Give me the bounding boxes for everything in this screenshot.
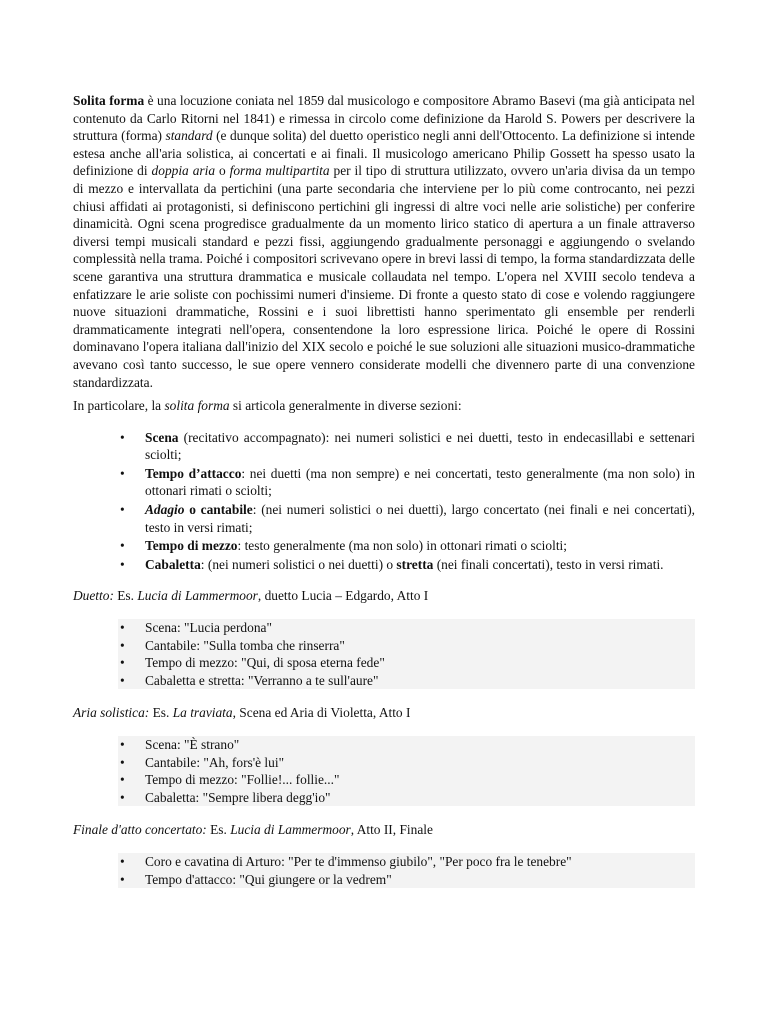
example-list-finale <box>118 853 695 888</box>
section-item-tempo-attacco <box>145 465 695 500</box>
example-heading-finale <box>73 821 695 839</box>
lead-solita-forma: solita forma <box>164 398 230 414</box>
example-work: Lucia di Lammermoor <box>230 822 351 838</box>
section-item-cabaletta <box>145 556 695 574</box>
section-item-scena <box>145 429 695 464</box>
term-doppia-aria: doppia aria <box>151 163 216 179</box>
section-desc-2: (nei finali concertati), testo in versi rimati. <box>433 556 664 572</box>
section-name-italic: Adagio <box>145 502 185 518</box>
intro-text-3: o <box>215 163 230 179</box>
intro-text-1: è una locuzione coniata nel 1859 dal musicologo e compositore Abramo Basevi (ma già anticipata nel contenuto da Carlo Ritorni nel 1841) e rimessa in circolo come definizione da Harold S. Powers per descrivere la struttura (forma) <box>73 93 695 144</box>
example-es: Es. <box>113 588 138 604</box>
list-item: • Scena: "Lucia perdona" <box>145 619 695 637</box>
section-name: o cantabile <box>184 502 253 518</box>
list-item: • Coro e cavatina di Arturo: "Per te d'immenso giubilo", "Per poco fra le tenebre" <box>145 853 695 871</box>
term-forma-multipartita: forma multipartita <box>229 163 330 179</box>
example-label: Duetto: <box>73 588 114 604</box>
list-item: • Tempo di mezzo: "Follie!... follie..." <box>145 771 695 789</box>
example-detail: , Atto II, Finale <box>350 822 433 838</box>
list-item: • Cantabile: "Ah, fors'è lui" <box>145 754 695 772</box>
example-label: Finale d'atto concertato: <box>73 822 207 838</box>
example-detail: , Scena ed Aria di Violetta, Atto I <box>232 705 411 721</box>
example-es: Es. <box>206 822 231 838</box>
section-name: Tempo d’attacco <box>145 465 242 481</box>
section-name: Scena <box>145 429 179 445</box>
term-standard: standard <box>165 128 213 144</box>
section-item-tempo-mezzo <box>145 537 695 555</box>
section-desc: : testo generalmente (ma non solo) in ottonari rimati o sciolti; <box>237 538 567 554</box>
section-desc: : nei duetti (ma non sempre) e nei concertati, testo generalmente (ma non solo) in ottonari rimati o sciolti; <box>145 465 695 499</box>
list-item: • Cabaletta e stretta: "Verranno a te sull'aure" <box>145 672 695 690</box>
example-heading-duetto <box>73 587 695 605</box>
example-list-duetto <box>118 619 695 689</box>
intro-text-4: per il tipo di struttura utilizzato, ovvero un'aria divisa da un tempo di mezzo e intervallata da pertichini (una parte secondaria che interviene per lo più come controcanto, nei pezzi chiusi affidati ai protagonisti, si definiscono pertichini gli ingressi di altre voci nelle arie solistiche) per conferire dinamicità. Ogni scena progredisce gradualmente da un momento lirico statico di apertura a un finale attraverso diversi tempi musicali standard e pezzi fissi, aggiungendo gradualmente personaggi e aggiungendo o svelando complessità nella trama. Poiché i compositori scrivevano opere in brevi lassi di tempo, la forma standardizzata delle scene garantiva una struttura drammatica e musicale collaudata nel tempo. L'opera nel XVIII secolo tendeva a enfatizzare le arie soliste con pochissimi numeri d'insieme. Di fronte a questo stato di cose e volendo raggiungere nuove situazioni drammatiche, Rossini e i suoi librettisti hanno sperimentato gli ensemble per renderli drammaticamente integrati nell'opera, consentendone la loro espressione lirica. Poiché le opere di Rossini dominavano l'opera italiana dall'inizio del XIX secolo e poiché le sue soluzioni alle situazioni musico-drammatiche avevano così tanto successo, le sue opere vennero considerate modelli che divennero parte di una convenzione standardizzata. <box>73 163 696 390</box>
example-detail: , duetto Lucia – Edgardo, Atto I <box>257 588 429 604</box>
intro-text-2: (e dunque solita) del duetto operistico negli anni dell'Ottocento. La definizione si intende estesa anche all'aria solistica, ai concertati e ai finali. Il musicologo americano Philip Gossett ha spesso usato la definizione di <box>73 128 695 179</box>
list-item: • Tempo di mezzo: "Qui, di sposa eterna fede" <box>145 654 695 672</box>
sections-list <box>145 429 695 574</box>
lead-text-2: si articola generalmente in diverse sezioni: <box>229 398 462 414</box>
section-name-stretta: stretta <box>396 556 434 572</box>
example-work: Lucia di Lammermoor <box>137 588 258 604</box>
lead-text-1: In particolare, la <box>73 398 165 414</box>
example-es: Es. <box>149 705 173 721</box>
list-item: • Cantabile: "Sulla tomba che rinserra" <box>145 637 695 655</box>
section-desc: : (nei numeri solistici o nei duetti) o <box>200 556 397 572</box>
example-work: La traviata <box>172 705 233 721</box>
sections-lead <box>73 397 695 415</box>
intro-paragraph <box>73 92 695 391</box>
section-name: Cabaletta <box>145 556 201 572</box>
document-page <box>73 92 695 903</box>
list-item: • Tempo d'attacco: "Qui giungere or la vedrem" <box>145 871 695 889</box>
example-label: Aria solistica: <box>73 705 150 721</box>
section-name: Tempo di mezzo <box>145 538 238 554</box>
term-solita-forma: Solita forma <box>73 93 145 108</box>
section-item-adagio <box>145 501 695 536</box>
example-list-aria <box>118 736 695 806</box>
list-item: • Cabaletta: "Sempre libera degg'io" <box>145 789 695 807</box>
section-desc: : (nei numeri solistici o nei duetti), largo concertato (nei finali e nei concertati), testo in versi rimati; <box>145 502 695 535</box>
section-desc: (recitativo accompagnato): nei numeri solistici e nei duetti, testo in endecasillabi e settenari sciolti; <box>145 429 695 463</box>
example-heading-aria <box>73 704 695 722</box>
list-item: • Scena: "È strano" <box>145 736 695 754</box>
